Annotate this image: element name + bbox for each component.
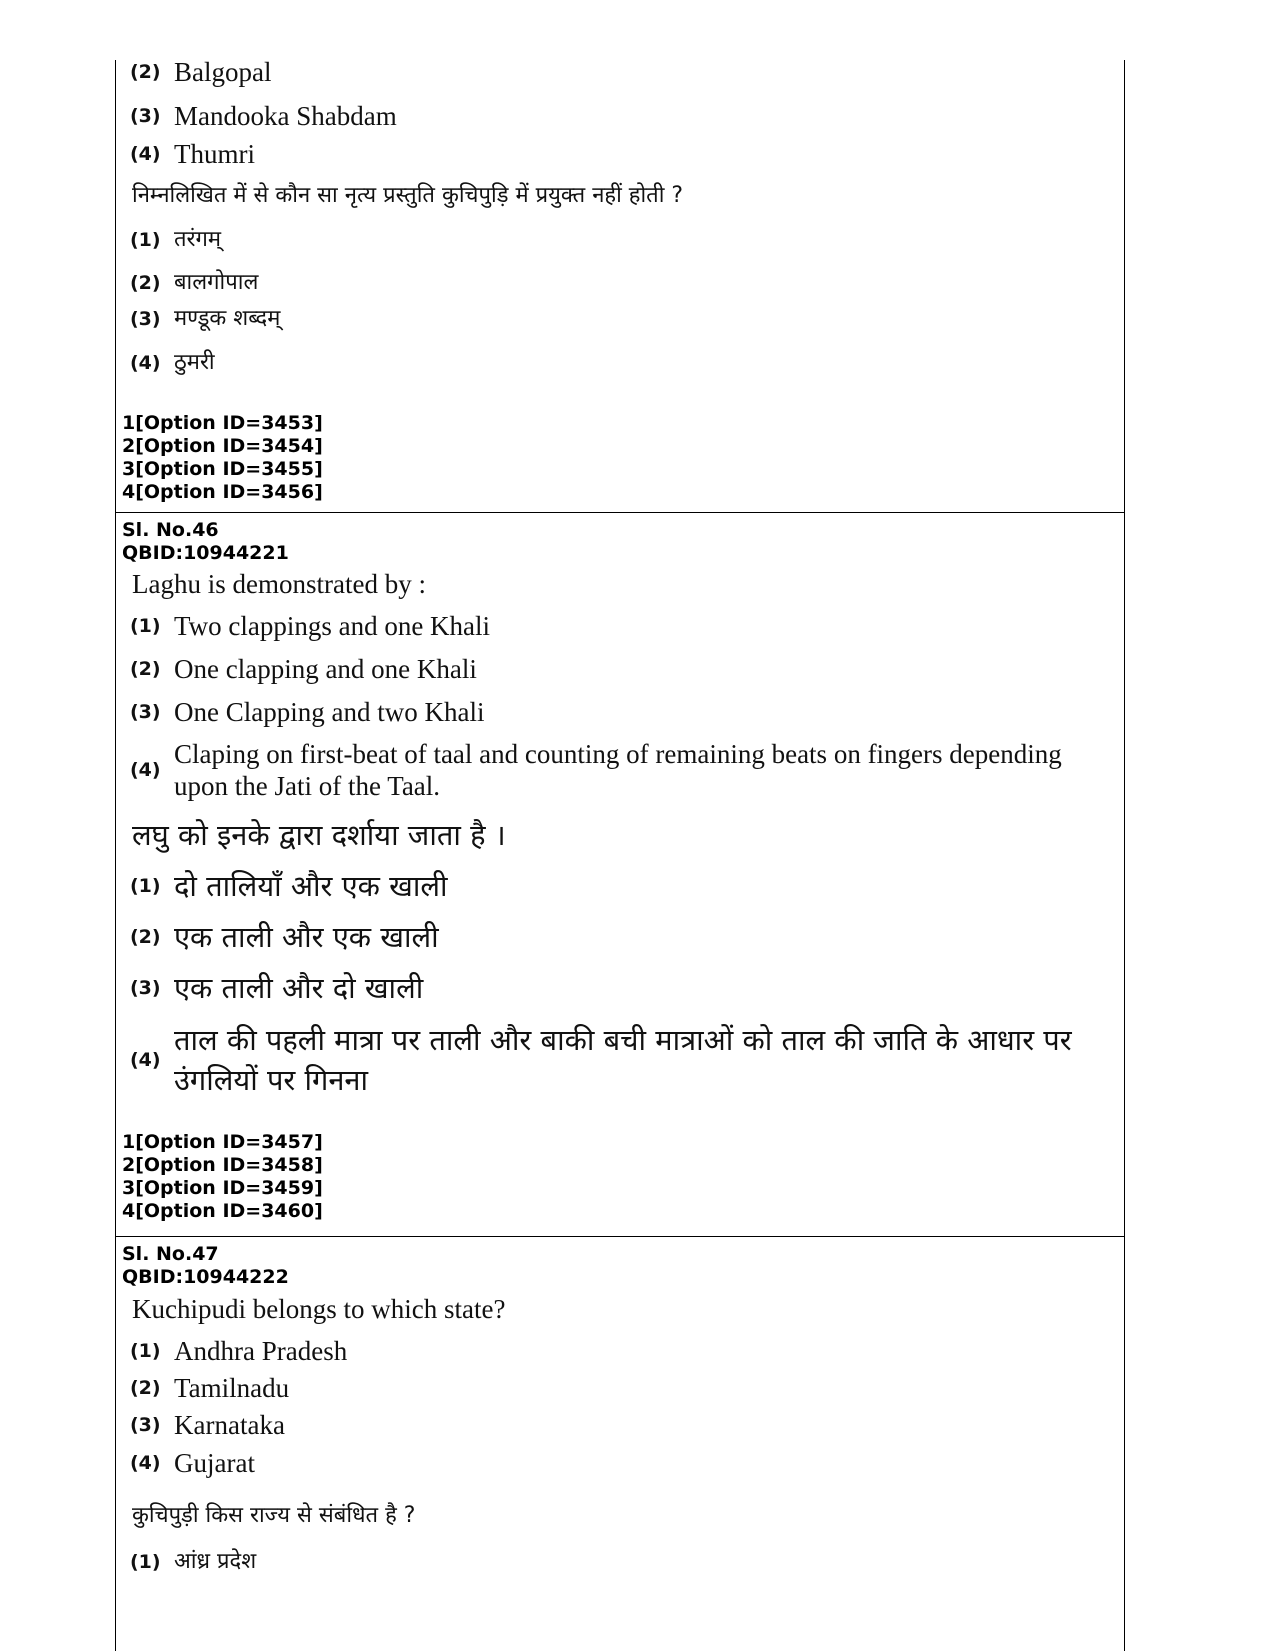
option-id: 4[Option ID=3456] xyxy=(122,481,323,503)
question-text-en: Laghu is demonstrated by : xyxy=(132,569,426,599)
option-hi-1: (1) तरंगम् xyxy=(130,227,222,252)
option-id: 1[Option ID=3457] xyxy=(122,1131,323,1153)
option-hi-1: (1) आंध्र प्रदेश xyxy=(130,1549,257,1574)
option-en-1: (1) Andhra Pradesh xyxy=(130,1336,348,1366)
option-hi-3: (3) एक ताली और दो खाली xyxy=(130,971,424,1005)
question-separator xyxy=(115,1236,1125,1237)
option-en-3: (3) One Clapping and two Khali xyxy=(130,697,485,727)
option-hi-2: (2) एक ताली और एक खाली xyxy=(130,920,439,954)
serial-number: Sl. No.47 xyxy=(122,1243,219,1265)
option-en-3: (3) Karnataka xyxy=(130,1410,285,1440)
option-id: 3[Option ID=3459] xyxy=(122,1177,323,1199)
option-en-2: (2) Tamilnadu xyxy=(130,1373,290,1403)
option-en-3: (3) Mandooka Shabdam xyxy=(130,101,397,131)
option-hi-3: (3) मण्डूक शब्दम् xyxy=(130,306,281,331)
question-text-hi: निम्नलिखित में से कौन सा नृत्य प्रस्तुति कुचिपुड़ि में प्रयुक्त नहीं होती ? xyxy=(132,183,684,208)
option-id: 3[Option ID=3455] xyxy=(122,458,323,480)
option-en-1: (1) Two clappings and one Khali xyxy=(130,611,491,641)
qbid: QBID:10944222 xyxy=(122,1266,289,1288)
question-text-en: Kuchipudi belongs to which state? xyxy=(132,1294,506,1324)
option-hi-1: (1) दो तालियाँ और एक खाली xyxy=(130,869,448,903)
option-en-4: (4) Gujarat xyxy=(130,1448,255,1478)
option-en-4: (4) Thumri xyxy=(130,139,255,169)
option-id-list xyxy=(122,412,323,504)
option-id: 1[Option ID=3453] xyxy=(122,412,323,434)
option-hi-4: (4) ताल की पहली मात्रा पर ताली और बाकी बची मात्राओं को ताल की जाति के आधार पर उंगलियों पर गिनना xyxy=(130,1023,1072,1097)
option-id: 2[Option ID=3454] xyxy=(122,435,323,457)
qbid: QBID:10944221 xyxy=(122,542,289,564)
serial-number: Sl. No.46 xyxy=(122,519,219,541)
option-hi-4: (4) ठुमरी xyxy=(130,350,215,375)
option-hi-2: (2) बालगोपाल xyxy=(130,270,259,295)
question-header xyxy=(122,1243,289,1289)
question-separator xyxy=(115,512,1125,513)
question-text-hi: लघु को इनके द्वारा दर्शाया जाता है । xyxy=(132,818,506,852)
question-header xyxy=(122,519,289,565)
question-text-hi: कुचिपुड़ी किस राज्य से संबंधित है ? xyxy=(132,1503,416,1528)
option-en-2: (2) Balgopal xyxy=(130,57,272,87)
option-id-list xyxy=(122,1131,323,1223)
option-id: 4[Option ID=3460] xyxy=(122,1200,323,1222)
option-id: 2[Option ID=3458] xyxy=(122,1154,323,1176)
option-en-2: (2) One clapping and one Khali xyxy=(130,654,477,684)
option-en-4: (4) Claping on first-beat of taal and counting of remaining beats on fingers depending upon the Jati of the Taal. xyxy=(130,739,1062,801)
